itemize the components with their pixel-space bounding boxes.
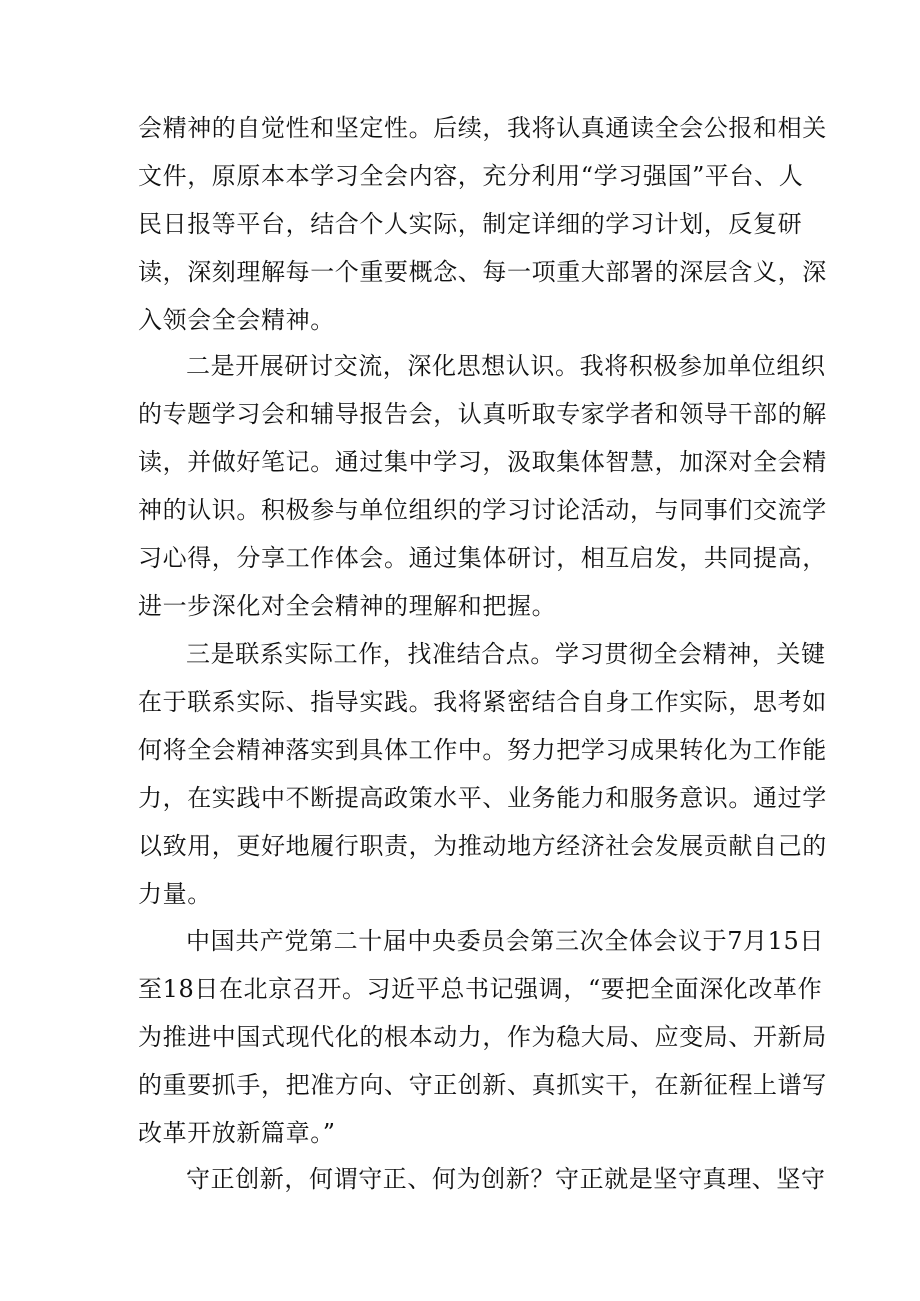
- paragraph-4: [138, 917, 827, 1157]
- text-line: 文件，原原本本学习全会内容，充分利用“学习强国”平台、人: [138, 162, 804, 190]
- text-line: 读，深刻理解每一个重要概念、每一项重大部署的深层含义，深: [138, 258, 827, 286]
- text-line: 的专题学习会和辅导报告会，认真听取专家学者和领导干部的解: [138, 400, 827, 428]
- text-line: 守正创新，何谓守正、何为创新？守正就是坚守真理、坚守: [186, 1165, 826, 1193]
- text-line: 民日报等平台，结合个人实际，制定详细的学习计划，反复研: [138, 210, 803, 238]
- text-line: 至18日在北京召开。习近平总书记强调，“要把全面深化改革作: [138, 975, 823, 1003]
- text-line: 的重要抓手，把准方向、守正创新、真抓实干，在新征程上谱写: [138, 1071, 827, 1099]
- paragraph-2: [138, 342, 827, 630]
- text-line: 中国共产党第二十届中央委员会第三次全体会议于7月15日: [186, 927, 825, 955]
- text-line: 力，在实践中不断提高政策水平、业务能力和服务意识。通过学: [138, 784, 827, 812]
- text-line: 神的认识。积极参与单位组织的学习讨论活动，与同事们交流学: [138, 496, 827, 524]
- text-line: 进一步深化对全会精神的理解和把握。: [138, 592, 557, 620]
- text-line: 入领会全会精神。: [138, 306, 335, 334]
- text-line: 力量。: [138, 880, 212, 908]
- paragraph-1: [138, 104, 827, 344]
- text-line: 会精神的自觉性和坚定性。后续，我将认真通读全会公报和相关: [138, 114, 827, 142]
- text-line: 为推进中国式现代化的根本动力，作为稳大局、应变局、开新局: [138, 1023, 827, 1051]
- text-line: 在于联系实际、指导实践。我将紧密结合自身工作实际，思考如: [138, 688, 827, 716]
- text-line: 二是开展研讨交流，深化思想认识。我将积极参加单位组织: [186, 352, 826, 380]
- paragraph-5: [138, 1155, 826, 1203]
- text-line: 改革开放新篇章。”: [138, 1119, 336, 1147]
- text-line: 习心得，分享工作体会。通过集体研讨，相互启发，共同提高，: [138, 544, 827, 572]
- text-line: 以致用，更好地履行职责，为推动地方经济社会发展贡献自己的: [138, 832, 827, 860]
- text-line: 何将全会精神落实到具体工作中。努力把学习成果转化为工作能: [138, 736, 827, 764]
- text-line: 三是联系实际工作，找准结合点。学习贯彻全会精神，关键: [186, 640, 826, 668]
- paragraph-3: [138, 630, 827, 918]
- text-line: 读，并做好笔记。通过集中学习，汲取集体智慧，加深对全会精: [138, 448, 827, 476]
